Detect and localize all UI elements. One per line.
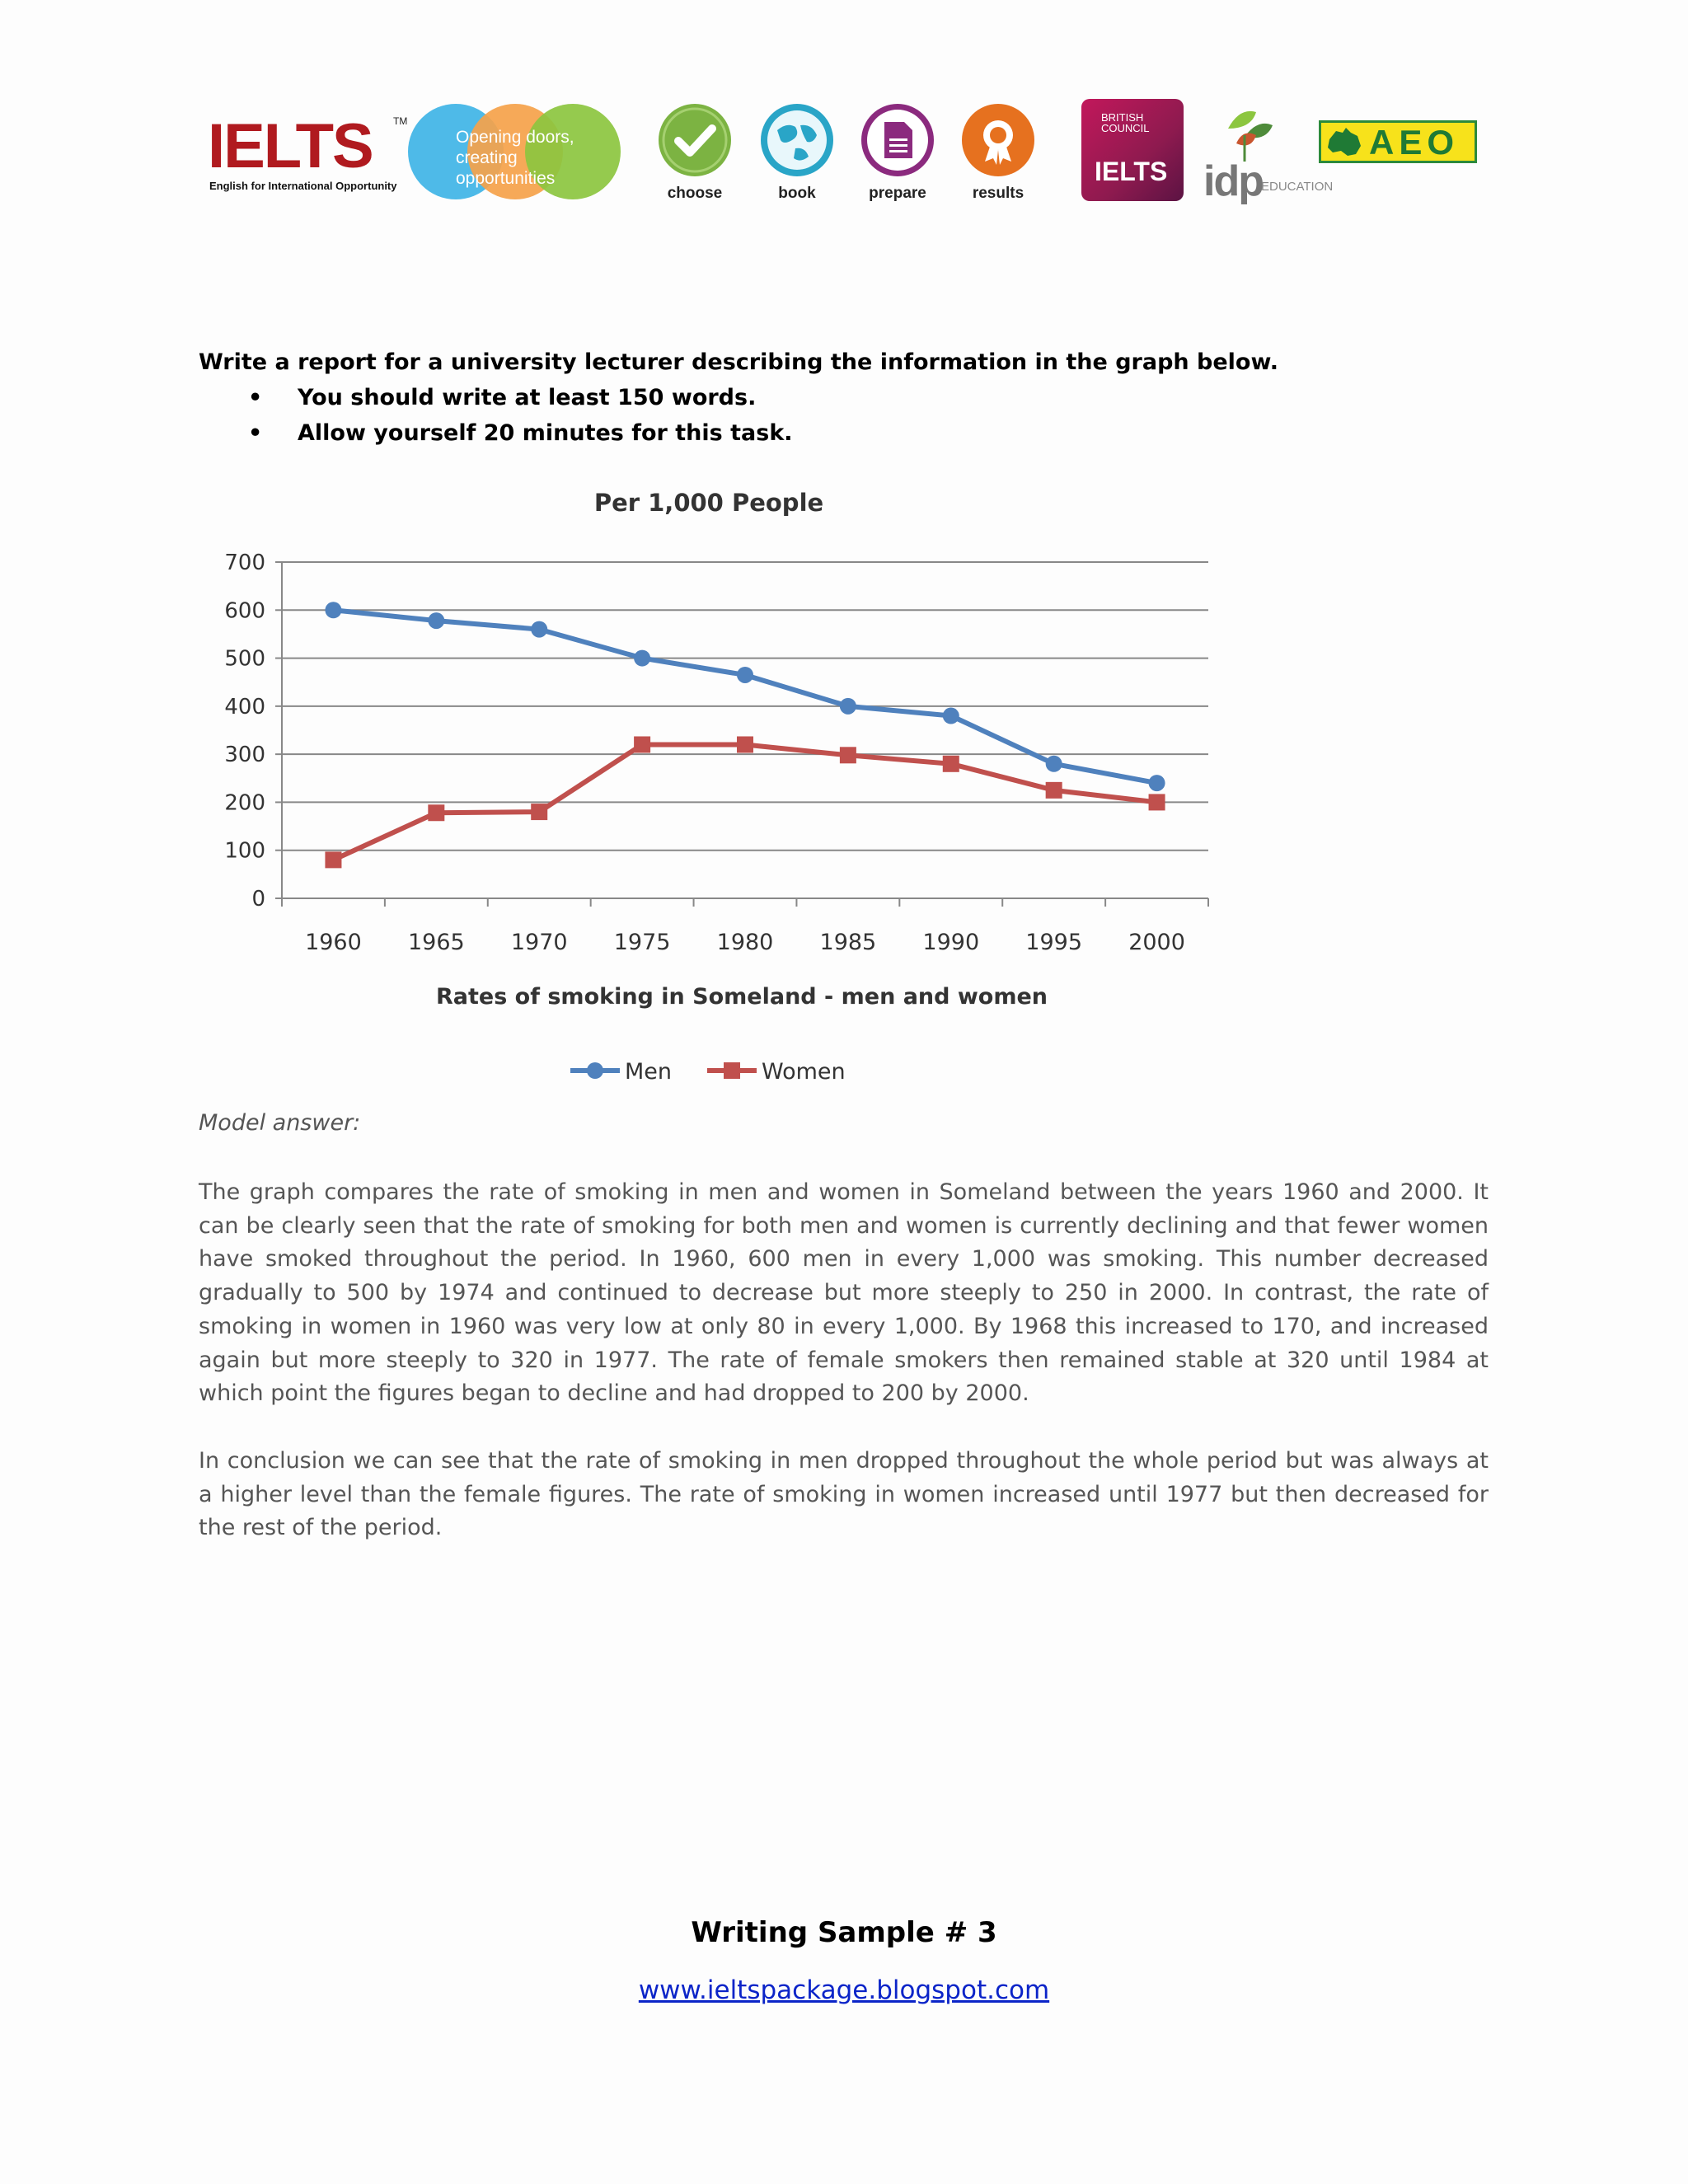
x-tick-label: 1980 (716, 930, 774, 955)
men-legend-label: Men (625, 1059, 673, 1085)
smoking-rates-chart (198, 486, 1228, 1104)
women-legend-marker (724, 1062, 740, 1079)
step-prepare-label: prepare (869, 185, 926, 202)
chart-title: Per 1,000 People (593, 489, 824, 517)
writing-sample-title: Writing Sample # 3 (691, 1916, 997, 1949)
ielts-tagline: English for International Opportunity (209, 180, 397, 192)
women-data-point (943, 756, 959, 772)
men-series-line (333, 610, 1156, 783)
task-prompt: Write a report for a university lecturer describing the information in the graph below. (199, 349, 1278, 375)
opening-doors-text: Opening doors, creating opportunities (456, 128, 574, 188)
men-data-point (1149, 775, 1165, 791)
y-tick-label: 200 (224, 790, 265, 816)
x-tick-label: 1990 (922, 930, 980, 955)
men-data-point (840, 698, 856, 715)
women-data-point (428, 804, 444, 821)
chart-series (325, 602, 1165, 868)
british-council-text: BRITISH COUNCIL (1101, 111, 1150, 134)
ielts-trademark: TM (393, 115, 408, 127)
women-data-point (634, 736, 650, 752)
logo-header (198, 91, 1484, 214)
ielts-logo (208, 111, 408, 192)
x-tick-label: 2000 (1128, 930, 1185, 955)
chart-svg (198, 486, 1228, 1104)
instruction-bullet: • You should write at least 150 words. (199, 380, 1517, 415)
x-tick-label: 1965 (407, 930, 465, 955)
y-tick-label: 400 (224, 694, 265, 719)
women-data-point (1046, 782, 1062, 799)
y-tick-label: 100 (224, 838, 265, 864)
y-tick-label: 0 (251, 887, 265, 912)
leaf-icon (1220, 104, 1278, 163)
women-legend-label: Women (762, 1059, 846, 1085)
women-data-point (325, 851, 341, 868)
chart-gridlines (282, 562, 1208, 851)
idp-education-logo (1203, 104, 1335, 203)
men-data-point (531, 621, 547, 638)
chart-legend (570, 1059, 846, 1085)
women-data-point (840, 747, 856, 763)
step-book (752, 102, 842, 203)
chart-x-axis-label: Rates of smoking in Someland - men and women (435, 984, 1048, 1010)
step-results (953, 102, 1043, 203)
aeo-text: AEO (1369, 123, 1460, 162)
task-instructions (199, 344, 1517, 451)
award-icon (960, 102, 1036, 178)
step-choose-label: choose (667, 185, 723, 202)
step-results-label: results (972, 185, 1025, 202)
chart-axes (224, 551, 1208, 955)
step-prepare (852, 102, 943, 203)
men-data-point (428, 612, 444, 629)
men-data-point (325, 602, 341, 618)
x-tick-label: 1995 (1025, 930, 1083, 955)
aeo-logo (1319, 120, 1477, 163)
step-choose (649, 102, 740, 203)
document-icon (860, 102, 935, 178)
x-tick-label: 1985 (819, 930, 877, 955)
men-data-point (737, 667, 753, 683)
model-answer-label: Model answer: (199, 1110, 361, 1136)
men-data-point (1046, 756, 1062, 772)
opening-doors-logo (408, 104, 622, 199)
ielts-logo-word: IELTS (208, 111, 373, 181)
y-tick-label: 300 (224, 743, 265, 768)
men-data-point (943, 708, 959, 724)
men-legend-marker (587, 1062, 603, 1079)
model-answer-paragraph: In conclusion we can see that the rate of smoking in men dropped throughout the whole period but was always at a higher level than the female figures. The rate of smoking in women increased until 1977 but then decreased for the rest of the period. (199, 1448, 1489, 1541)
model-answer-paragraph: The graph compares the rate of smoking in men and women in Someland between the years 1960 and 2000. It can be clearly seen that the rate of smoking for both men and women is currently declining and that fewer women have smoked throughout the period. In 1960, 600 men in every 1,000 was smoking. This number decreased gradually to 500 by 1974 and continued to decrease but more steeply to 250 in 2000. In contrast, the rate of smoking in women in 1960 was very low at only 80 in every 1,000. By 1968 this increased to 170, and increased again but more steeply to 320 in 1977. The rate of female smokers then remained stable at 320 until 1984 at which point the figures began to decline and had dropped to 200 by 2000. (199, 1179, 1489, 1407)
men-data-point (634, 650, 650, 667)
british-council-ielts-logo (1081, 99, 1184, 201)
y-tick-label: 700 (224, 551, 265, 575)
step-book-label: book (778, 185, 816, 202)
women-data-point (1149, 794, 1165, 810)
x-tick-label: 1970 (510, 930, 568, 955)
instruction-bullet: • Allow yourself 20 minutes for this task. (199, 415, 1517, 451)
blog-link[interactable]: www.ieltspackage.blogspot.com (638, 1975, 1050, 2005)
british-council-ielts-text: IELTS (1095, 157, 1168, 186)
women-data-point (737, 736, 753, 752)
check-icon (657, 102, 733, 178)
x-tick-label: 1960 (305, 930, 362, 955)
y-tick-label: 500 (224, 646, 265, 672)
x-tick-label: 1975 (613, 930, 671, 955)
idp-education-text: EDUCATION (1261, 180, 1334, 194)
idp-text: idp (1203, 157, 1263, 205)
y-tick-label: 600 (224, 598, 265, 624)
women-data-point (531, 804, 547, 820)
globe-icon (759, 102, 835, 178)
australia-map-icon (1326, 126, 1362, 159)
